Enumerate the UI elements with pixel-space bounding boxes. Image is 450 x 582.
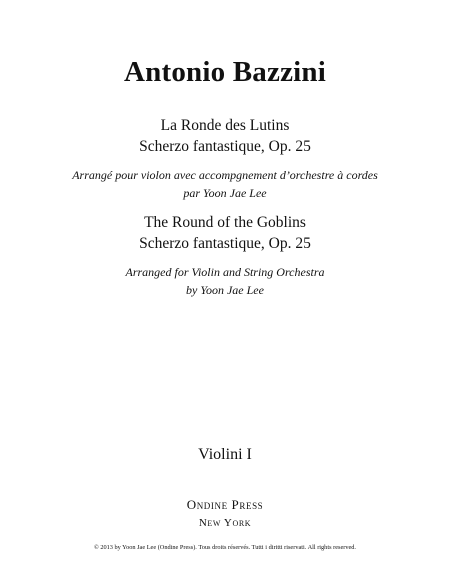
french-subtitle: Scherzo fantastique, Op. 25 bbox=[139, 138, 311, 155]
publisher-city: New York bbox=[198, 517, 252, 529]
french-arranger-credit: par Yoon Jae Lee bbox=[183, 186, 267, 200]
french-arrangement-note: Arrangé pour violon avec accompgnement d’orchestre à cordes bbox=[72, 168, 378, 182]
copyright-notice: © 2013 by Yoon Jae Lee (Ondine Press). Tous droits réservés. Tutti i diritti riservati. All rights reserved. bbox=[93, 544, 357, 551]
part-name: Violini I bbox=[198, 446, 252, 463]
composer-name: Antonio Bazzini bbox=[124, 56, 326, 88]
english-arrangement-note: Arranged for Violin and String Orchestra bbox=[125, 265, 325, 279]
french-title: La Ronde des Lutins bbox=[160, 117, 290, 134]
english-title: The Round of the Goblins bbox=[144, 214, 306, 231]
english-arranger-credit: by Yoon Jae Lee bbox=[186, 283, 264, 297]
publisher-name: Ondine Press bbox=[186, 497, 264, 512]
english-subtitle: Scherzo fantastique, Op. 25 bbox=[139, 235, 311, 252]
